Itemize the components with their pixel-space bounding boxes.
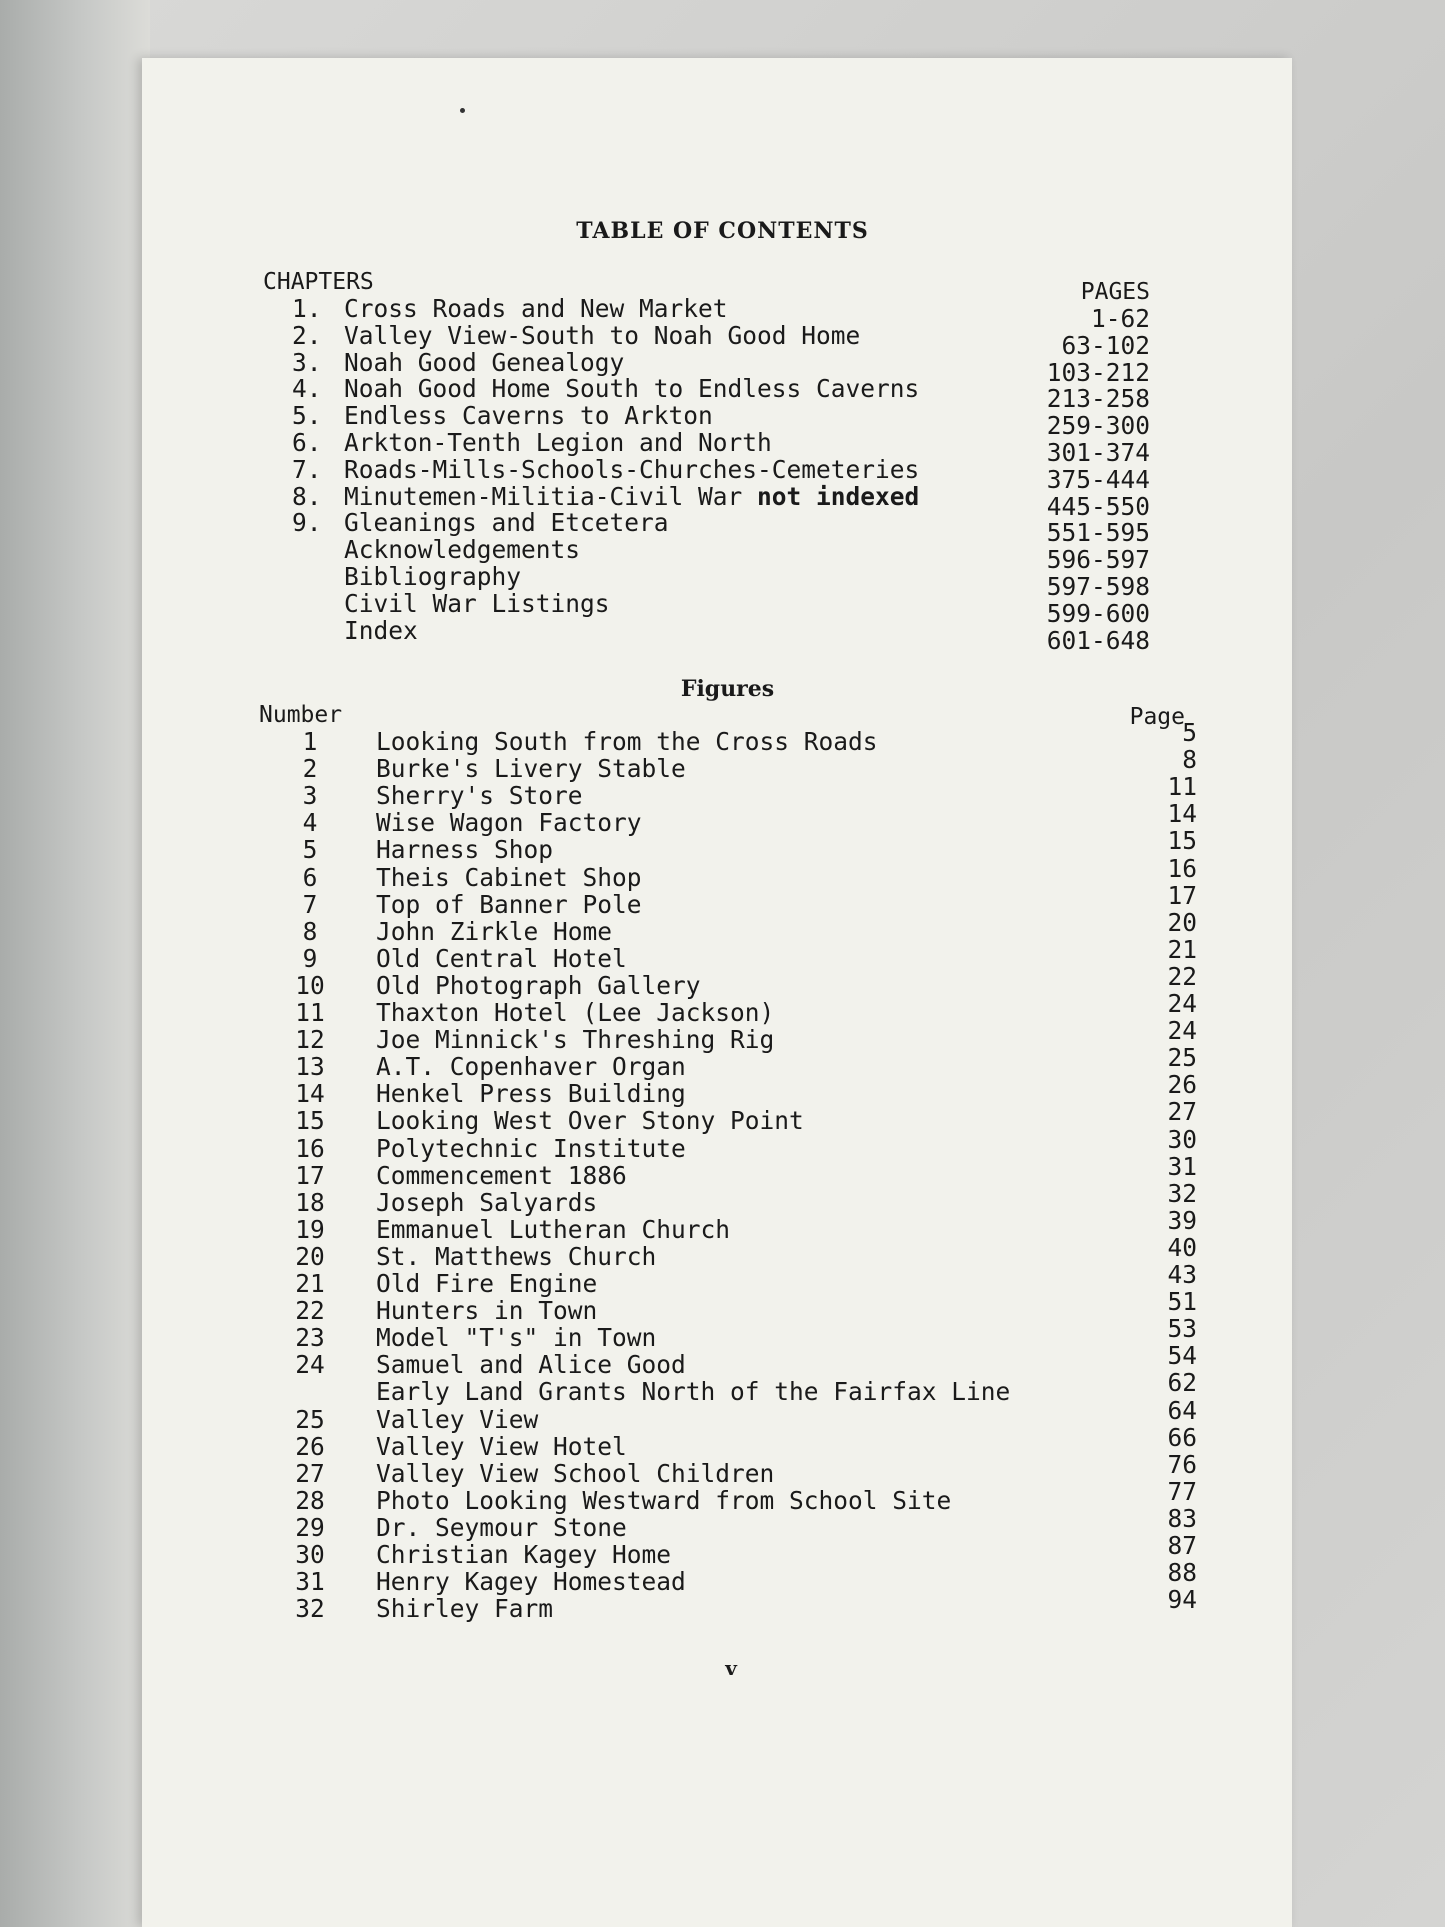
- page-number: v: [725, 1656, 737, 1680]
- figure-number: 2: [302, 754, 318, 784]
- figure-row: [0, 1422, 1445, 1461]
- chapter-row: [0, 615, 1445, 655]
- chapter-label-note: not indexed: [757, 481, 920, 511]
- figure-row: [0, 718, 1445, 756]
- figure-page: 94: [1167, 1585, 1197, 1615]
- figure-row: [0, 961, 1445, 1000]
- figure-label: Thaxton Hotel (Lee Jackson): [376, 998, 775, 1027]
- chapter-label-text: Noah Good Home South to Endless Caverns: [344, 374, 920, 404]
- chapter-number: 3.: [292, 347, 322, 377]
- figure-number: 26: [295, 1431, 325, 1461]
- chapter-label: [344, 509, 669, 537]
- figure-number: 8: [302, 916, 318, 946]
- chapter-label: [344, 617, 418, 645]
- chapter-label: [344, 590, 610, 618]
- page-title: TABLE OF CONTENTS: [576, 218, 869, 244]
- figure-row: [0, 1503, 1445, 1542]
- figure-label: Photo Looking Westward from School Site: [376, 1485, 952, 1515]
- chapters-header: CHAPTERS: [263, 269, 374, 295]
- figure-label: John Zirkle Home: [376, 916, 613, 946]
- figure-label: Looking West Over Stony Point: [376, 1106, 804, 1136]
- figure-row: [0, 1124, 1445, 1163]
- figure-label: A.T. Copenhaver Organ: [376, 1052, 686, 1082]
- figure-page: 20: [1167, 907, 1197, 937]
- figure-row: [0, 1341, 1445, 1380]
- figure-number: 31: [295, 1567, 325, 1597]
- chapter-label: [344, 563, 521, 591]
- figure-number: 14: [295, 1079, 325, 1109]
- figure-number: 3: [302, 781, 318, 811]
- figure-number: 21: [295, 1269, 325, 1298]
- chapter-row: [0, 562, 1445, 601]
- chapter-number: 4.: [292, 374, 322, 404]
- figure-number: 32: [295, 1594, 325, 1624]
- figure-label: Shirley Farm: [376, 1594, 554, 1624]
- figure-page: 21: [1167, 934, 1197, 964]
- figure-label: Joseph Salyards: [376, 1187, 598, 1217]
- figure-number: 29: [295, 1512, 325, 1542]
- figure-row: [0, 1585, 1445, 1624]
- number-header: Number: [259, 702, 343, 728]
- chapter-label: [344, 536, 580, 564]
- figure-label: Old Fire Engine: [376, 1269, 598, 1298]
- figure-number: 16: [295, 1133, 325, 1163]
- chapter-label: [344, 375, 919, 403]
- figure-row: [0, 1070, 1445, 1109]
- chapter-number: 6.: [292, 428, 322, 457]
- ink-speck: [460, 108, 465, 113]
- figure-page: 25: [1167, 1043, 1197, 1073]
- figure-label: Harness Shop: [376, 835, 554, 865]
- chapter-row: [0, 374, 1445, 414]
- figure-page: 77: [1167, 1476, 1197, 1506]
- figure-label: Top of Banner Pole: [376, 889, 642, 919]
- chapter-row: [0, 401, 1445, 441]
- figure-label: Polytechnic Institute: [376, 1133, 686, 1163]
- figure-label: Sherry's Store: [376, 781, 583, 811]
- figure-number: 24: [295, 1350, 325, 1380]
- figure-label: Early Land Grants North of the Fairfax Line: [376, 1377, 1011, 1407]
- figure-label: Commencement 1886: [376, 1160, 627, 1190]
- figure-page: 22: [1167, 961, 1197, 991]
- figure-number: 27: [295, 1458, 325, 1488]
- figure-row: [0, 989, 1445, 1027]
- figure-row: [0, 1395, 1445, 1434]
- figure-number: 30: [295, 1540, 325, 1569]
- chapter-number: 8.: [292, 481, 322, 511]
- figure-label: Old Central Hotel: [376, 943, 627, 973]
- chapter-pages: 1-62: [1090, 304, 1150, 333]
- figure-label: Joe Minnick's Threshing Rig: [376, 1025, 775, 1055]
- chapter-pages: 445-550: [1046, 491, 1150, 521]
- figure-row: [0, 745, 1445, 784]
- figure-row: [0, 826, 1445, 865]
- chapter-label-text: Endless Caverns to Arkton: [344, 401, 713, 431]
- figure-row: [0, 880, 1445, 919]
- figure-row: [0, 934, 1445, 973]
- figure-number: 4: [302, 808, 318, 838]
- figure-page: 39: [1167, 1205, 1197, 1235]
- chapter-number: 2.: [292, 320, 322, 350]
- figure-label: Burke's Livery Stable: [376, 754, 686, 784]
- figure-row: [0, 1476, 1445, 1515]
- figure-row: [0, 1558, 1445, 1597]
- figure-page: 27: [1167, 1097, 1197, 1127]
- figure-number: 28: [295, 1485, 325, 1515]
- figure-number: 5: [302, 835, 318, 865]
- chapter-label-text: Valley View-South to Noah Good Home: [344, 320, 861, 350]
- figure-page: 40: [1167, 1232, 1197, 1262]
- figure-label: Henry Kagey Homestead: [376, 1567, 686, 1597]
- figure-label: Valley View School Children: [376, 1458, 775, 1488]
- chapter-label-text: Gleanings and Etcetera: [344, 508, 669, 538]
- figure-row: [0, 1232, 1445, 1271]
- chapter-pages: 597-598: [1046, 572, 1150, 601]
- figure-number: 17: [295, 1160, 325, 1190]
- figure-page: 31: [1167, 1151, 1197, 1181]
- chapter-label: [344, 402, 713, 430]
- figure-number: 15: [295, 1106, 325, 1136]
- figure-row: [0, 1260, 1445, 1298]
- chapter-pages: 596-597: [1046, 545, 1150, 575]
- chapter-pages: 63-102: [1061, 330, 1150, 360]
- figure-page: 15: [1167, 826, 1197, 856]
- figure-page: 14: [1167, 799, 1197, 829]
- chapter-label-text: Roads-Mills-Schools-Churches-Cemeteries: [344, 454, 920, 484]
- figure-label: Hunters in Town: [376, 1296, 598, 1326]
- figure-page: 16: [1167, 853, 1197, 883]
- chapter-label-text: Index: [344, 615, 418, 645]
- chapter-label-text: Civil War Listings: [344, 588, 610, 618]
- figure-page: 8: [1182, 745, 1197, 775]
- chapter-label-text: Arkton-Tenth Legion and North: [344, 428, 772, 457]
- figure-page: 76: [1167, 1449, 1197, 1479]
- chapter-pages: 551-595: [1046, 518, 1150, 548]
- chapter-label: [344, 322, 860, 350]
- figure-number: 20: [295, 1241, 325, 1271]
- figure-row: [0, 799, 1445, 838]
- figure-number: 11: [295, 998, 325, 1027]
- chapter-label-text: Bibliography: [344, 562, 522, 591]
- chapter-row: [0, 347, 1445, 387]
- figure-label: Emmanuel Lutheran Church: [376, 1214, 731, 1244]
- figure-page: 24: [1167, 1016, 1197, 1046]
- figure-number: 18: [295, 1187, 325, 1217]
- chapter-pages: 213-258: [1046, 384, 1150, 414]
- chapter-row: [0, 428, 1445, 467]
- figure-page: 17: [1167, 880, 1197, 910]
- figure-row: [0, 1449, 1445, 1488]
- figure-page: 64: [1167, 1395, 1197, 1425]
- figure-label: Theis Cabinet Shop: [376, 862, 642, 892]
- chapter-label-text: Noah Good Genealogy: [344, 347, 625, 377]
- figure-row: [0, 772, 1445, 811]
- figure-row: [0, 1016, 1445, 1055]
- chapter-row: [0, 535, 1445, 575]
- figure-page: 62: [1167, 1368, 1197, 1398]
- figure-row: [0, 1097, 1445, 1136]
- figure-page: 87: [1167, 1531, 1197, 1560]
- figure-page: 30: [1167, 1124, 1197, 1154]
- figure-number: 7: [302, 889, 318, 919]
- figure-page: 88: [1167, 1558, 1197, 1588]
- figure-label: Valley View: [376, 1404, 539, 1434]
- figure-label: Model "T's" in Town: [376, 1323, 657, 1353]
- figure-page: 43: [1167, 1260, 1197, 1289]
- figure-row: [0, 1287, 1445, 1326]
- chapter-label: [344, 483, 919, 511]
- chapter-number: 1.: [292, 294, 322, 323]
- figure-row: [0, 1368, 1445, 1407]
- figure-row: [0, 1314, 1445, 1353]
- figure-label: Looking South from the Cross Roads: [376, 727, 878, 756]
- figure-page: 83: [1167, 1503, 1197, 1533]
- figure-number: 12: [295, 1025, 325, 1055]
- page-header: Page: [1129, 704, 1185, 730]
- pages-header: PAGES: [1080, 279, 1150, 305]
- figure-label: Dr. Seymour Stone: [376, 1512, 627, 1542]
- chapter-pages: 601-648: [1046, 625, 1150, 655]
- figure-page: 26: [1167, 1070, 1197, 1100]
- chapter-row: [0, 320, 1445, 360]
- figure-page: 66: [1167, 1422, 1197, 1452]
- figure-page: 51: [1167, 1287, 1197, 1317]
- figure-number: 22: [295, 1296, 325, 1326]
- figure-row: [0, 907, 1445, 946]
- figure-number: 23: [295, 1323, 325, 1353]
- figure-row: [0, 1043, 1445, 1082]
- figure-number: 25: [295, 1404, 325, 1434]
- chapter-label: [344, 349, 624, 377]
- chapter-label: [344, 429, 772, 457]
- figure-row: [0, 1151, 1445, 1190]
- chapter-label: [344, 295, 728, 323]
- chapter-row: [0, 508, 1445, 548]
- figure-number: 1: [302, 727, 318, 756]
- figure-number: 6: [302, 862, 318, 892]
- figure-row: [0, 1205, 1445, 1244]
- figure-page: 54: [1167, 1341, 1197, 1371]
- chapter-row: [0, 294, 1445, 333]
- figure-label: Wise Wagon Factory: [376, 808, 642, 838]
- figure-page: 5: [1182, 718, 1197, 747]
- figure-label: Christian Kagey Home: [376, 1540, 672, 1569]
- figure-label: Samuel and Alice Good: [376, 1350, 686, 1380]
- figure-row: [0, 853, 1445, 892]
- figure-label: St. Matthews Church: [376, 1241, 657, 1271]
- figure-label: Valley View Hotel: [376, 1431, 627, 1461]
- figure-number: 13: [295, 1052, 325, 1082]
- chapter-label-text: Minutemen-Militia-Civil War: [344, 481, 758, 511]
- chapter-number: 7.: [292, 454, 322, 484]
- figure-page: 11: [1167, 772, 1197, 802]
- chapter-row: [0, 588, 1445, 628]
- figure-number: 19: [295, 1214, 325, 1244]
- chapter-label: [344, 456, 919, 484]
- figure-row: [0, 1531, 1445, 1569]
- figure-page: 53: [1167, 1314, 1197, 1344]
- figure-number: 10: [295, 970, 325, 1000]
- figure-page: 24: [1167, 989, 1197, 1018]
- chapter-pages: 259-300: [1046, 411, 1150, 441]
- figure-number: 9: [302, 943, 318, 973]
- chapter-row: [0, 481, 1445, 521]
- chapter-pages: 599-600: [1046, 598, 1150, 628]
- chapter-pages: 301-374: [1046, 438, 1150, 467]
- figure-page: 32: [1167, 1178, 1197, 1208]
- figure-label: Henkel Press Building: [376, 1079, 686, 1109]
- figure-row: [0, 1178, 1445, 1217]
- chapter-label-text: Cross Roads and New Market: [344, 294, 728, 323]
- chapter-pages: 103-212: [1046, 357, 1150, 387]
- chapter-number: 5.: [292, 401, 322, 431]
- chapter-label-text: Acknowledgements: [344, 535, 581, 565]
- chapter-row: [0, 454, 1445, 494]
- figures-title: Figures: [680, 676, 775, 702]
- figure-label: Old Photograph Gallery: [376, 970, 701, 1000]
- chapter-number: 9.: [292, 508, 322, 538]
- chapter-pages: 375-444: [1046, 464, 1150, 494]
